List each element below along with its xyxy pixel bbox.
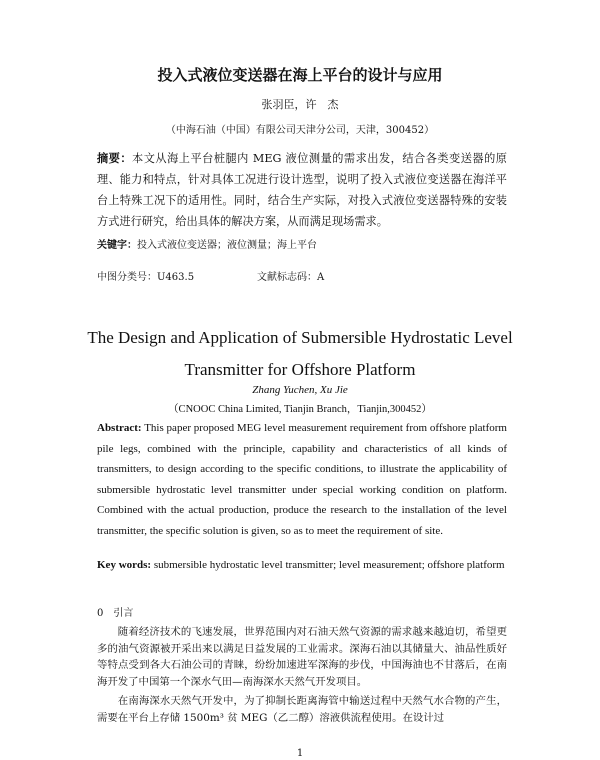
chinese-authors: 张羽臣，许 杰	[261, 98, 339, 111]
english-abstract-text: This paper proposed MEG level measurement requirement from offshore platform pile legs, combined with the principle, capability and characteristics of all kinds of transmitters, to design according to the specific conditions, to illustrate the applicability of submersible hydrostatic level transmitter under special working condition on platform. Combined with the actual production, produce the research to the installation of the level transmitter, the specific solution is given, so as to meet the requirement of site.	[97, 422, 507, 537]
english-affiliation: （CNOOC China Limited, Tianjin Branch，Tianjin,300452）	[168, 404, 432, 415]
classification-line	[97, 268, 507, 283]
chinese-keywords-label: 关键字：	[97, 240, 137, 251]
english-abstract-label: Abstract:	[97, 422, 142, 434]
chinese-title: 投入式液位变送器在海上平台的设计与应用	[157, 66, 443, 84]
english-keywords-label: Key words:	[97, 559, 152, 571]
english-keywords	[97, 555, 507, 575]
english-title: The Design and Application of Submersible Hydrostatic Level Transmitter for Offshore Platform	[87, 328, 513, 379]
section-heading: 0 引言	[97, 608, 134, 619]
english-abstract	[97, 418, 507, 542]
english-keywords-text: submersible hydrostatic level transmitter; level measurement; offshore platform	[151, 559, 505, 571]
body-paragraph-1: 随着经济技术的飞速发展，世界范围内对石油天然气资源的需求越来越迫切，希望更多的油气资源被开采出来以满足日益发展的工业需求。深海石油以其储量大、油品性质好等特点受到各大石油公司的青睐，纷纷加速进军深海的步伐，中国海油也不甘落后，在南海开发了中国第一个深水气田—南海深水天然气开发项目。	[97, 626, 507, 688]
page-number: 1	[296, 748, 304, 759]
english-authors: Zhang Yuchen, Xu Jie	[252, 384, 348, 396]
chinese-affiliation: （中海石油（中国）有限公司天津分公司，天津，300452）	[165, 125, 435, 136]
chinese-keywords-text: 投入式液位变送器；液位测量；海上平台	[137, 240, 317, 251]
chinese-keywords	[97, 236, 507, 251]
body-paragraph-2: 在南海深水天然气开发中，为了抑制长距离海管中输送过程中天然气水合物的产生，需要在平台上存储 1500m³ 贫 MEG（乙二醇）溶液供流程使用。在设计过	[97, 695, 507, 724]
chinese-abstract	[97, 148, 507, 232]
chinese-abstract-text: 本文从海上平台桩腿内 MEG 液位测量的需求出发，结合各类变送器的原理、能力和特点，针对具体工况进行设计选型，说明了投入式液位变送器在海洋平台上特殊工况下的适用性。同时，结合生产实际，对投入式液位变送器特殊的安装方式进行研究，给出具体的解决方案，从而满足现场需求。	[97, 152, 507, 228]
chinese-abstract-label: 摘要：	[97, 152, 133, 165]
class-number: 中图分类号：U463.5	[97, 272, 195, 283]
document-code: 文献标志码：A	[257, 272, 325, 283]
